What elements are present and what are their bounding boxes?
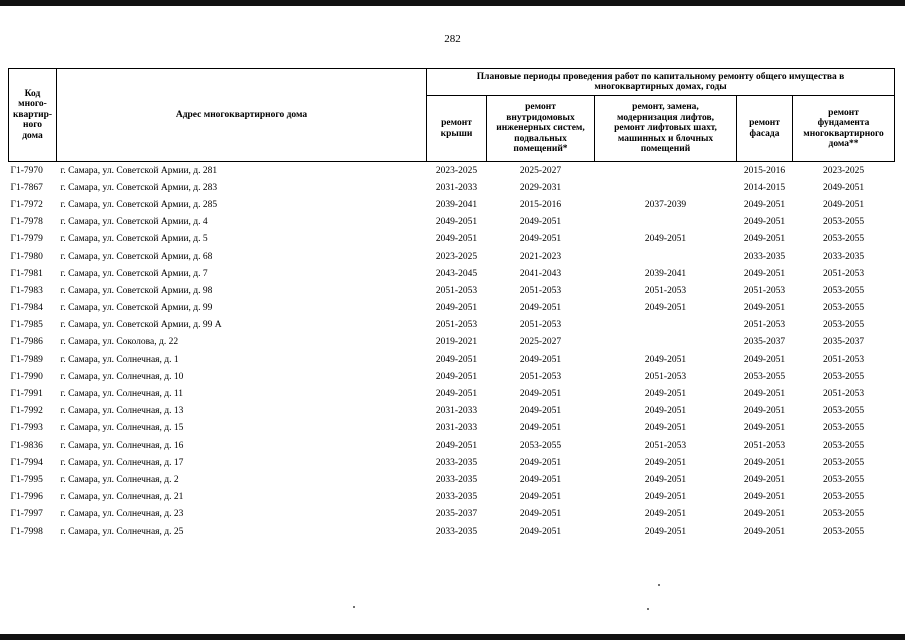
foundation-period-cell: 2053-2055 xyxy=(822,371,865,382)
address-cell: г. Самара, ул. Советской Армии, д. 7 xyxy=(60,268,208,279)
foundation-period-cell: 2035-2037 xyxy=(822,337,865,348)
foundation-period-cell: 2053-2055 xyxy=(822,285,865,296)
address-cell: г. Самара, ул. Советской Армии, д. 98 xyxy=(60,285,213,296)
systems-period-cell: 2051-2053 xyxy=(519,285,562,296)
roof-period-cell: 2049-2051 xyxy=(435,217,478,228)
address-cell: г. Самара, ул. Советской Армии, д. 5 xyxy=(60,234,208,245)
address-cell: г. Самара, ул. Советской Армии, д. 68 xyxy=(60,251,213,262)
facade-period-cell: 2049-2051 xyxy=(743,303,786,314)
scan-speck xyxy=(353,606,355,608)
roof-period-cell: 2049-2051 xyxy=(435,371,478,382)
systems-period-cell: 2025-2027 xyxy=(519,165,562,176)
table-row xyxy=(9,403,895,420)
lifts-period-cell xyxy=(595,179,737,196)
roof-period-cell: 2023-2025 xyxy=(435,251,478,262)
address-cell: г. Самара, ул. Соколова, д. 22 xyxy=(60,337,179,348)
systems-period-cell: 2029-2031 xyxy=(519,182,562,193)
facade-period-cell: 2049-2051 xyxy=(743,234,786,245)
systems-period-cell: 2049-2051 xyxy=(519,217,562,228)
lifts-period-cell xyxy=(595,317,737,334)
foundation-period-cell: 2033-2035 xyxy=(822,251,865,262)
address-cell: г. Самара, ул. Солнечная, д. 13 xyxy=(60,406,184,417)
facade-period-cell: 2051-2053 xyxy=(743,440,786,451)
facade-period-cell: 2049-2051 xyxy=(743,509,786,520)
facade-period-cell: 2049-2051 xyxy=(743,354,786,365)
code-cell: Г1-7983 xyxy=(10,285,43,296)
roof-period-cell: 2031-2033 xyxy=(435,182,478,193)
systems-period-cell: 2051-2053 xyxy=(519,371,562,382)
address-cell: г. Самара, ул. Солнечная, д. 15 xyxy=(60,423,184,434)
lifts-period-cell xyxy=(595,334,737,351)
foundation-period-cell: 2049-2051 xyxy=(822,199,865,210)
lifts-period-cell: 2049-2051 xyxy=(644,406,687,417)
foundation-period-cell: 2053-2055 xyxy=(822,320,865,331)
table-body xyxy=(9,162,895,541)
header-lifts: ремонт, замена, модернизация лифтов, ремонт лифтовых шахт, машинных и блочных помещений xyxy=(595,96,737,162)
foundation-period-cell: 2053-2055 xyxy=(822,457,865,468)
lifts-period-cell: 2049-2051 xyxy=(644,234,687,245)
foundation-period-cell: 2053-2055 xyxy=(822,217,865,228)
lifts-period-cell: 2049-2051 xyxy=(644,492,687,503)
address-cell: г. Самара, ул. Солнечная, д. 11 xyxy=(60,389,184,400)
facade-period-cell: 2033-2035 xyxy=(743,251,786,262)
code-cell: Г1-7970 xyxy=(10,165,43,176)
header-roof: ремонт крыши xyxy=(427,96,487,162)
foundation-period-cell: 2053-2055 xyxy=(822,303,865,314)
table-row xyxy=(9,231,895,248)
table-row xyxy=(9,454,895,471)
facade-period-cell: 2049-2051 xyxy=(743,199,786,210)
header-systems: ремонт внутридомовых инженерных систем, подвальных помещений* xyxy=(487,96,595,162)
code-cell: Г1-7996 xyxy=(10,492,43,503)
roof-period-cell: 2049-2051 xyxy=(435,440,478,451)
roof-period-cell: 2031-2033 xyxy=(435,423,478,434)
roof-period-cell: 2049-2051 xyxy=(435,354,478,365)
systems-period-cell: 2041-2043 xyxy=(519,268,562,279)
address-cell: г. Самара, ул. Солнечная, д. 2 xyxy=(60,474,179,485)
lifts-period-cell: 2049-2051 xyxy=(644,509,687,520)
address-cell: г. Самара, ул. Солнечная, д. 21 xyxy=(60,492,184,503)
address-cell: г. Самара, ул. Советской Армии, д. 281 xyxy=(60,165,218,176)
table-row xyxy=(9,179,895,196)
roof-period-cell: 2049-2051 xyxy=(435,389,478,400)
code-cell: Г1-7997 xyxy=(10,509,43,520)
lifts-period-cell: 2051-2053 xyxy=(644,371,687,382)
lifts-period-cell: 2049-2051 xyxy=(644,354,687,365)
systems-period-cell: 2051-2053 xyxy=(519,320,562,331)
lifts-period-cell: 2049-2051 xyxy=(644,474,687,485)
code-cell: Г1-7992 xyxy=(10,406,43,417)
roof-period-cell: 2049-2051 xyxy=(435,234,478,245)
address-cell: г. Самара, ул. Советской Армии, д. 4 xyxy=(60,217,208,228)
systems-period-cell: 2015-2016 xyxy=(519,199,562,210)
roof-period-cell: 2019-2021 xyxy=(435,337,478,348)
header-periods: Плановые периоды проведения работ по капитальному ремонту общего имущества в многоквартирных домах, годы xyxy=(427,69,895,96)
code-cell: Г1-7978 xyxy=(10,217,43,228)
facade-period-cell: 2053-2055 xyxy=(743,371,786,382)
table-row xyxy=(9,523,895,540)
systems-period-cell: 2049-2051 xyxy=(519,389,562,400)
code-cell: Г1-7993 xyxy=(10,423,43,434)
facade-period-cell: 2049-2051 xyxy=(743,406,786,417)
table-row xyxy=(9,282,895,299)
lifts-period-cell xyxy=(595,248,737,265)
header-facade: ремонт фасада xyxy=(737,96,793,162)
table-row xyxy=(9,214,895,231)
systems-period-cell: 2049-2051 xyxy=(519,457,562,468)
code-cell: Г1-7979 xyxy=(10,234,43,245)
lifts-period-cell: 2049-2051 xyxy=(644,526,687,537)
foundation-period-cell: 2053-2055 xyxy=(822,526,865,537)
code-cell: Г1-7998 xyxy=(10,526,43,537)
roof-period-cell: 2039-2041 xyxy=(435,199,478,210)
facade-period-cell: 2014-2015 xyxy=(743,182,786,193)
table-row xyxy=(9,506,895,523)
foundation-period-cell: 2053-2055 xyxy=(822,234,865,245)
code-cell: Г1-7990 xyxy=(10,371,43,382)
foundation-period-cell: 2053-2055 xyxy=(822,492,865,503)
address-cell: г. Самара, ул. Солнечная, д. 23 xyxy=(60,509,184,520)
code-cell: Г1-7985 xyxy=(10,320,43,331)
facade-period-cell: 2049-2051 xyxy=(743,423,786,434)
facade-period-cell: 2035-2037 xyxy=(743,337,786,348)
lifts-period-cell: 2049-2051 xyxy=(644,389,687,400)
foundation-period-cell: 2053-2055 xyxy=(822,474,865,485)
systems-period-cell: 2049-2051 xyxy=(519,354,562,365)
address-cell: г. Самара, ул. Советской Армии, д. 285 xyxy=(60,199,218,210)
facade-period-cell: 2051-2053 xyxy=(743,285,786,296)
systems-period-cell: 2049-2051 xyxy=(519,526,562,537)
roof-period-cell: 2033-2035 xyxy=(435,457,478,468)
lifts-period-cell: 2049-2051 xyxy=(644,303,687,314)
facade-period-cell: 2051-2053 xyxy=(743,320,786,331)
top-border xyxy=(0,0,905,6)
table-row xyxy=(9,317,895,334)
code-cell: Г1-7984 xyxy=(10,303,43,314)
table-row xyxy=(9,334,895,351)
table-row xyxy=(9,471,895,488)
code-cell: Г1-7989 xyxy=(10,354,43,365)
table-row xyxy=(9,300,895,317)
code-cell: Г1-7995 xyxy=(10,474,43,485)
address-cell: г. Самара, ул. Солнечная, д. 16 xyxy=(60,440,184,451)
systems-period-cell: 2049-2051 xyxy=(519,509,562,520)
address-cell: г. Самара, ул. Солнечная, д. 10 xyxy=(60,371,184,382)
code-cell: Г1-7991 xyxy=(10,389,43,400)
foundation-period-cell: 2053-2055 xyxy=(822,423,865,434)
foundation-period-cell: 2053-2055 xyxy=(822,406,865,417)
address-cell: г. Самара, ул. Солнечная, д. 25 xyxy=(60,526,184,537)
roof-period-cell: 2049-2051 xyxy=(435,303,478,314)
facade-period-cell: 2015-2016 xyxy=(743,165,786,176)
roof-period-cell: 2043-2045 xyxy=(435,268,478,279)
code-cell: Г1-7980 xyxy=(10,251,43,262)
foundation-period-cell: 2053-2055 xyxy=(822,509,865,520)
roof-period-cell: 2031-2033 xyxy=(435,406,478,417)
facade-period-cell: 2049-2051 xyxy=(743,268,786,279)
code-cell: Г1-7994 xyxy=(10,457,43,468)
systems-period-cell: 2049-2051 xyxy=(519,492,562,503)
header-foundation: ремонт фундамента многоквартирного дома** xyxy=(793,96,895,162)
systems-period-cell: 2049-2051 xyxy=(519,474,562,485)
systems-period-cell: 2049-2051 xyxy=(519,303,562,314)
roof-period-cell: 2051-2053 xyxy=(435,285,478,296)
systems-period-cell: 2021-2023 xyxy=(519,251,562,262)
roof-period-cell: 2023-2025 xyxy=(435,165,478,176)
address-cell: г. Самара, ул. Советской Армии, д. 283 xyxy=(60,182,218,193)
systems-period-cell: 2025-2027 xyxy=(519,337,562,348)
table-row xyxy=(9,162,895,180)
foundation-period-cell: 2051-2053 xyxy=(822,389,865,400)
table-row xyxy=(9,437,895,454)
table-row xyxy=(9,265,895,282)
lifts-period-cell: 2049-2051 xyxy=(644,457,687,468)
roof-period-cell: 2033-2035 xyxy=(435,474,478,485)
code-cell: Г1-7972 xyxy=(10,199,43,210)
lifts-period-cell: 2049-2051 xyxy=(644,423,687,434)
foundation-period-cell: 2051-2053 xyxy=(822,354,865,365)
facade-period-cell: 2049-2051 xyxy=(743,217,786,228)
header-address: Адрес многоквартирного дома xyxy=(57,69,427,162)
table-row xyxy=(9,489,895,506)
table-row xyxy=(9,420,895,437)
address-cell: г. Самара, ул. Солнечная, д. 17 xyxy=(60,457,184,468)
scan-speck xyxy=(658,584,660,586)
address-cell: г. Самара, ул. Советской Армии, д. 99 А xyxy=(60,320,222,331)
code-cell: Г1-9836 xyxy=(10,440,43,451)
table-row xyxy=(9,351,895,368)
address-cell: г. Самара, ул. Советской Армии, д. 99 xyxy=(60,303,213,314)
facade-period-cell: 2049-2051 xyxy=(743,474,786,485)
table-row xyxy=(9,368,895,385)
roof-period-cell: 2033-2035 xyxy=(435,526,478,537)
table-row xyxy=(9,385,895,402)
code-cell: Г1-7867 xyxy=(10,182,43,193)
table-row xyxy=(9,248,895,265)
page-number: 282 xyxy=(444,33,461,45)
lifts-period-cell: 2039-2041 xyxy=(644,268,687,279)
foundation-period-cell: 2051-2053 xyxy=(822,268,865,279)
table-row xyxy=(9,196,895,213)
lifts-period-cell: 2051-2053 xyxy=(644,285,687,296)
roof-period-cell: 2033-2035 xyxy=(435,492,478,503)
code-cell: Г1-7986 xyxy=(10,337,43,348)
lifts-period-cell: 2037-2039 xyxy=(644,199,687,210)
bottom-border xyxy=(0,634,905,640)
header-code: Код много- квартир- ного дома xyxy=(9,69,57,162)
lifts-period-cell: 2051-2053 xyxy=(644,440,687,451)
lifts-period-cell xyxy=(595,214,737,231)
lifts-period-cell xyxy=(595,162,737,180)
code-cell: Г1-7981 xyxy=(10,268,43,279)
roof-period-cell: 2051-2053 xyxy=(435,320,478,331)
systems-period-cell: 2049-2051 xyxy=(519,234,562,245)
repair-schedule-table xyxy=(8,68,895,540)
foundation-period-cell: 2049-2051 xyxy=(822,182,865,193)
roof-period-cell: 2035-2037 xyxy=(435,509,478,520)
facade-period-cell: 2049-2051 xyxy=(743,492,786,503)
systems-period-cell: 2053-2055 xyxy=(519,440,562,451)
facade-period-cell: 2049-2051 xyxy=(743,389,786,400)
address-cell: г. Самара, ул. Солнечная, д. 1 xyxy=(60,354,179,365)
facade-period-cell: 2049-2051 xyxy=(743,457,786,468)
foundation-period-cell: 2023-2025 xyxy=(822,165,865,176)
facade-period-cell: 2049-2051 xyxy=(743,526,786,537)
foundation-period-cell: 2053-2055 xyxy=(822,440,865,451)
table-header xyxy=(9,69,895,162)
systems-period-cell: 2049-2051 xyxy=(519,406,562,417)
scan-speck xyxy=(647,608,649,610)
systems-period-cell: 2049-2051 xyxy=(519,423,562,434)
